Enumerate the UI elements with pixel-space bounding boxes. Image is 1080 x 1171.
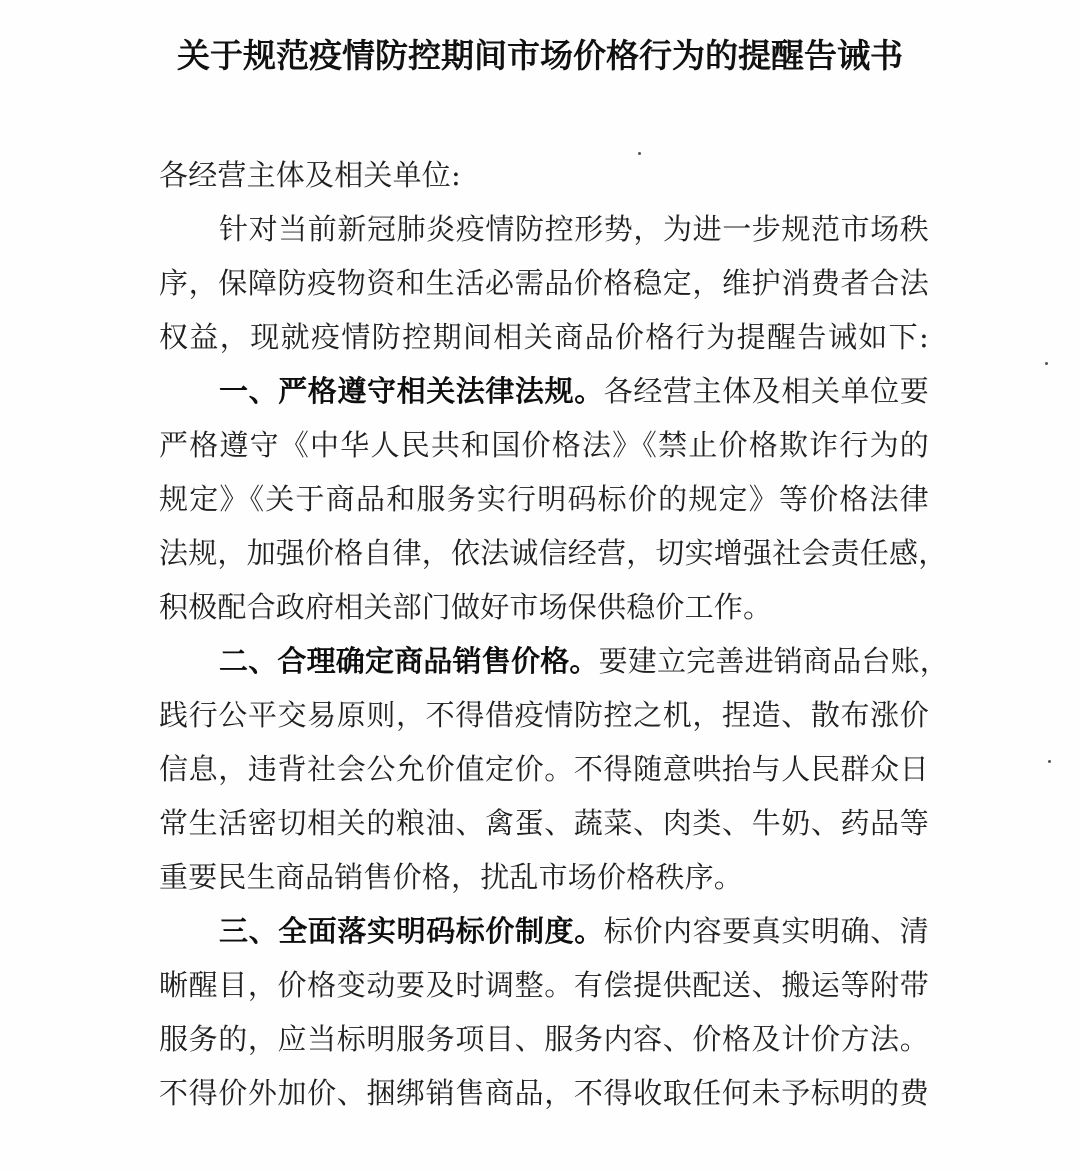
section-1-line: 严格遵守《中华人民共和国价格法》《禁止价格欺诈行为的 [159, 428, 929, 462]
section-1-first-line [159, 364, 929, 418]
section-3-text: 标价内容要真实明确、清 [603, 914, 929, 948]
section-2-text: 要建立完善进销商品台账， [598, 644, 950, 678]
section-3-heading: 三、全面落实明码标价制度。 [219, 914, 604, 948]
scan-speck [1048, 760, 1051, 763]
section-3-first-line [159, 904, 929, 958]
document-body [159, 148, 950, 1120]
section-1-heading: 一、严格遵守相关法律法规。 [219, 374, 604, 408]
section-2-line: 重要民生商品销售价格，扰乱市场价格秩序。 [159, 860, 744, 894]
section-2-heading: 二、合理确定商品销售价格。 [219, 644, 599, 678]
section-2-line: 践行公平交易原则，不得借疫情防控之机，捏造、散布涨价 [159, 698, 929, 732]
document-title: 关于规范疫情防控期间市场价格行为的提醒告诫书 [177, 36, 903, 75]
intro-line: 序，保障防疫物资和生活必需品价格稳定，维护消费者合法 [159, 266, 929, 300]
section-1-text: 各经营主体及相关单位要 [603, 374, 929, 408]
section-3-line: 晰醒目，价格变动要及时调整。有偿提供配送、搬运等附带 [159, 968, 929, 1002]
section-3-line: 不得价外加价、捆绑销售商品，不得收取任何未予标明的费 [159, 1076, 929, 1110]
section-1-line: 积极配合政府相关部门做好市场保供稳价工作。 [159, 590, 773, 624]
intro-line: 针对当前新冠肺炎疫情防控形势，为进一步规范市场秩 [219, 212, 929, 246]
section-1-line: 法规，加强价格自律，依法诚信经营，切实增强社会责任感， [159, 536, 948, 570]
section-2-line: 常生活密切相关的粮油、禽蛋、蔬菜、肉类、牛奶、药品等 [159, 806, 929, 840]
section-3-line: 服务的，应当标明服务项目、服务内容、价格及计价方法。 [159, 1022, 929, 1056]
intro-line: 权益，现就疫情防控期间相关商品价格行为提醒告诫如下: [159, 320, 929, 354]
section-1-line: 规定》《关于商品和服务实行明码标价的规定》等价格法律 [159, 482, 929, 516]
scan-speck [1045, 362, 1048, 365]
section-2-first-line [159, 634, 950, 688]
salutation: 各经营主体及相关单位: [159, 158, 461, 192]
section-2-line: 信息，违背社会公允价值定价。不得随意哄抬与人民群众日 [159, 752, 929, 786]
